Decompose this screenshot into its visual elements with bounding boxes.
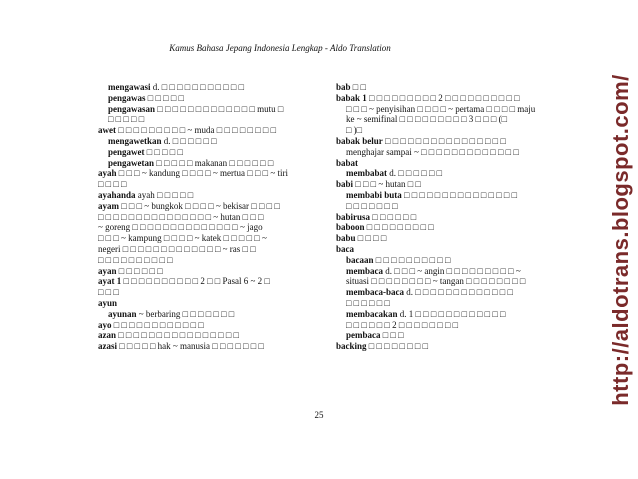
entry-headword: membacakan [346,308,398,319]
entry-line [336,201,570,212]
entry-definition: □ )□ [346,125,363,136]
entry-line [98,298,328,309]
entry-definition: □ □ □ □ [98,179,127,190]
entry-line [98,309,328,320]
entry-headword: baboon [336,222,365,233]
entry-line [336,320,570,331]
entry-headword: mengawasi [108,82,151,92]
entry-definition: menghajar sampai ~ □ □ □ □ □ □ □ □ □ □ □ □ □ [346,146,519,157]
entry-line [98,125,328,136]
entry-line [336,266,570,277]
entry-line [336,147,570,158]
entry-headword: membaca-baca [346,287,404,298]
entry-definition: □ □ □ □ □ □ □ □ □ 2 □ □ □ □ □ □ □ □ □ □ [366,92,520,103]
entry-headword: mengawetkan [108,135,162,146]
entry-definition: □ □ □ □ □ [145,92,184,103]
entry-definition: □ □ □ □ □ □ □ □ [366,341,429,352]
entry-definition: □ □ □ [98,287,119,298]
entry-definition: d. □ □ □ □ □ □ □ □ □ □ □ [150,82,245,92]
entry-headword: membabat [346,168,387,179]
entry-headword: babat [336,157,359,168]
entry-headword: ayan [98,265,117,276]
entry-line [98,276,328,287]
entry-definition: □ □ □ □ □ □ □ □ □ □ □ □ [111,319,204,330]
entry-line [336,93,570,104]
entry-line [336,330,570,341]
entry-definition: □ □ □ □ □ □ □ □ □ [364,222,434,233]
page-number: 25 [314,410,324,420]
entry-line [98,320,328,331]
entry-headword: pengawas [108,92,146,103]
entry-line [336,244,570,255]
entry-definition: □ □ □ □ □ □ □ □ □ □ □ □ □ □ □ [401,189,518,200]
entry-definition: □ □ □ □ □ □ □ □ □ ~ muda □ □ □ □ □ □ □ □ [116,125,277,136]
entry-definition: □ □ □ □ □ □ □ □ □ □ □ □ □ mutu □ [155,103,284,114]
entry-definition: d. 1 □ □ □ □ □ □ □ □ □ □ □ □ [397,308,506,319]
entry-line [98,104,328,115]
entry-definition: □ □ [350,82,366,92]
entry-line [336,104,570,115]
entry-headword: ayun [98,297,118,308]
entry-headword: babak 1 [336,92,367,103]
entry-definition: □ □ □ □ □ □ □ [346,200,398,211]
entry-headword: ayam [98,200,119,211]
entry-headword: pengawetan [108,157,155,168]
page-header: Kamus Bahasa Jepang Indonesia Lengkap - Aldo Translation [169,43,391,53]
entry-line [336,190,570,201]
entry-headword: pembaca [346,330,381,341]
entry-headword: azan [98,330,116,341]
dictionary-column-left [98,82,328,352]
entry-line [98,158,328,169]
entry-headword: pengawet [108,146,145,157]
entry-line [336,168,570,179]
entry-line [336,222,570,233]
entry-line [336,82,570,93]
entry-line [98,266,328,277]
entry-definition: d. □ □ □ □ □ □ □ □ □ □ □ □ □ [404,287,513,298]
entry-headword: membaca [346,265,383,276]
entry-line [98,222,328,233]
watermark-url: http://aldotrans.blogspot.com/ [608,73,634,406]
entry-definition: □ □ □ □ □ □ 2 □ □ □ □ □ □ □ □ [346,319,459,330]
entry-headword: ayahanda [98,189,136,200]
entry-definition: □ □ □ □ □ [144,146,183,157]
entry-definition: □ □ □ □ □ makanan □ □ □ □ □ □ [154,157,274,168]
entry-headword: bacaan [346,254,374,265]
entry-definition: □ □ □ ~ kampung □ □ □ □ ~ katek □ □ □ □ □ ~ [98,233,267,244]
entry-line [336,341,570,352]
entry-definition: d. □ □ □ □ □ □ [161,135,217,146]
entry-definition: ~ berbaring □ □ □ □ □ □ □ [136,308,235,319]
entry-line [336,233,570,244]
entry-definition: ~ goreng □ □ □ □ □ □ □ □ □ □ □ □ □ □ ~ jago [98,222,263,233]
entry-definition: □ □ □ □ □ □ □ □ □ □ □ □ □ □ □ □ [382,135,506,146]
entry-line [98,147,328,158]
entry-line [98,114,328,125]
entry-definition: d. □ □ □ □ □ □ [387,168,443,179]
entry-line [336,298,570,309]
entry-definition: □ □ □ □ □ [108,114,145,125]
entry-line [336,276,570,287]
entry-line [98,244,328,255]
entry-definition: □ □ □ □ □ □ □ □ □ □ □ □ □ □ □ ~ hutan □ □ □ [98,211,264,222]
entry-line [336,158,570,169]
entry-line [336,179,570,190]
entry-headword: babu [336,233,356,244]
entry-line [98,190,328,201]
entry-definition: □ □ □ □ □ □ [346,297,390,308]
entry-headword: awet [98,125,116,136]
entry-headword: ayunan [108,308,137,319]
entry-headword: baca [336,243,354,254]
entry-definition: □ □ □ □ □ □ [370,211,417,222]
dictionary-column-right [336,82,570,352]
entry-definition: □ □ □ □ [355,233,387,244]
entry-headword: membabi buta [346,189,402,200]
entry-line [98,201,328,212]
entry-definition: □ □ □ ~ bungkok □ □ □ □ ~ bekisar □ □ □ □ [119,200,280,211]
entry-line [98,179,328,190]
side-watermark [606,0,636,479]
entry-headword: ayo [98,319,112,330]
entry-definition: □ □ □ □ □ □ □ □ □ □ [98,254,173,265]
entry-definition: □ □ □ □ □ □ □ □ □ □ □ □ □ □ □ □ [116,330,239,341]
entry-definition: □ □ □ □ □ □ [116,265,163,276]
entry-headword: backing [336,341,367,352]
entry-line [336,309,570,320]
entry-definition: □ □ □ □ □ hak ~ manusia □ □ □ □ □ □ □ [117,341,264,352]
entry-headword: babak belur [336,135,383,146]
entry-line [98,233,328,244]
entry-headword: azasi [98,341,117,352]
entry-line [98,341,328,352]
entry-line [98,168,328,179]
entry-line [98,330,328,341]
entry-headword: pengawasan [108,103,156,114]
entry-line [98,136,328,147]
entry-definition: □ □ □ ~ kandung □ □ □ □ ~ mertua □ □ □ ~ tiri [116,168,288,179]
entry-definition: ayah □ □ □ □ □ [135,189,194,200]
entry-line [98,82,328,93]
entry-definition: negeri □ □ □ □ □ □ □ □ □ □ □ □ □ ~ ras □ □ [98,243,256,254]
entry-definition: ke ~ semifinal □ □ □ □ □ □ □ □ □ 3 □ □ □ (□ [346,114,508,125]
entry-line [98,93,328,104]
entry-definition: situasi □ □ □ □ □ □ □ □ ~ tangan □ □ □ □ □ □ □ □ [346,276,526,287]
entry-line [336,212,570,223]
entry-definition: □ □ □ □ □ □ □ □ □ □ 2 □ □ Pasal 6 ~ 2 □ [121,276,270,287]
entry-line [336,287,570,298]
entry-headword: babi [336,179,354,190]
entry-definition: □ □ □ ~ penyisihan □ □ □ □ ~ pertama □ □ □ □ maju [346,103,536,114]
entry-line [336,136,570,147]
entry-definition: □ □ □ □ □ □ □ □ □ □ [373,254,451,265]
entry-headword: ayah [98,168,117,179]
entry-line [336,125,570,136]
entry-headword: ayat 1 [98,276,122,287]
entry-line [98,255,328,266]
entry-headword: bab [336,82,351,92]
entry-definition: d. □ □ □ ~ angin □ □ □ □ □ □ □ □ □ ~ [383,265,521,276]
entry-headword: babirusa [336,211,371,222]
entry-definition: □ □ □ [380,330,404,341]
entry-line [98,212,328,223]
entry-line [336,114,570,125]
entry-line [98,287,328,298]
entry-definition: □ □ □ ~ hutan □ □ [353,179,421,190]
entry-line [336,255,570,266]
